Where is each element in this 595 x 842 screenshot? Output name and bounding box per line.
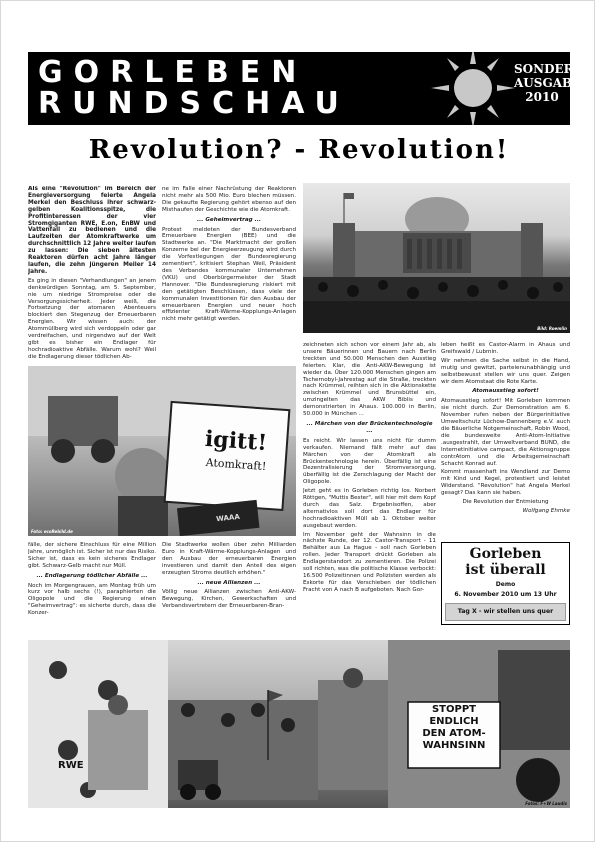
article-column-3 xyxy=(303,342,436,638)
article-paragraph: Noch im Morgengrauen, am Montag früh um kurz vor halb sechs (!), paraphierten die Oligopole und die Regierung einen "Geheimvertrag": es sicherte durch, dass die Konzer- xyxy=(28,582,156,617)
demo-announcement-box xyxy=(441,542,570,625)
article-paragraph: leben heißt es Castor-Alarm in Ahaus und Greifswald / Lubmin. xyxy=(441,342,570,355)
article-paragraph: Die Stadtwerke wollen über zehn Milliarden Euro in Kraft-Wärme-Kopplungs-Anlagen und den Ausbau der erneuerbaren Energien investieren und damit den Anteil des eigen erzeugten Stroms deutlich erhöhen." xyxy=(162,542,296,576)
main-headline: Revolution? - Revolution! xyxy=(88,135,510,165)
article-subheading: Atomausstieg sofort! xyxy=(472,388,539,395)
article-column-4 xyxy=(441,342,570,538)
sign-text-igitt: igitt! xyxy=(204,425,268,457)
article-paragraph: Es ging in diesen "Verhandlungen" an jenem denkwürdigen Sonntag, am 5. September, nie um niedrige Strompreise oder die Versorgungssicherheit. Jeder weiß, die Fortsetzung der atomaren Abenteuers blockiert den Stegenzug der Erneuerbaren Energien. Wir wissen auch: der Atommüllberg wird sich verdoppeln oder gar verdreifachen, und nirgendwo auf der Welt gibt es bisher ein Endlager für hochradioaktive Abfälle. Warum wohl? Weil die Endlagerung dieser tödlichen Ab- xyxy=(28,277,156,360)
protest-banner xyxy=(408,704,500,752)
article-paragraph: Kommt massenhaft ins Wendland zur Demo mit Kind und Kegel, protestiert und leistet Widerstand. "Revolution" hat Angela Merkel gesagt? Das kann sie haben. xyxy=(441,469,570,497)
protest-sign-photo xyxy=(28,366,296,536)
banner-line2: ENDLICH xyxy=(429,716,479,727)
article-subheading: ... Geheimvertrag ... xyxy=(197,216,261,223)
article-paragraph: Es reicht. Wir lassen uns nicht für dumm verkaufen. Niemand fällt mehr auf das Märchen von der Atomkraft als Brückentechnologie herein. Überfällig ist eine Dezentralisierung der Stromversorgung, überfällig ist die Zerschlagung der Macht der Oligopole. xyxy=(303,437,436,486)
article-subheading: ... Märchen von der Brückentechnologie ... xyxy=(306,420,433,434)
article-column-1 xyxy=(28,186,156,362)
article-paragraph: fälle, der sichere Einschluss für eine Million Jahre, unmöglich ist. Sicher ist nur das Risiko. Sicher ist, dass es kein sicheres Endlager gibt. Schwarz-Gelb macht nur Müll. xyxy=(28,542,156,569)
article-column-6 xyxy=(162,542,296,638)
banner-line3: DEN ATOM- xyxy=(422,728,486,739)
masthead-title-line2: RUNDSCHAU xyxy=(38,86,350,121)
photo-credit: Foto: ecoRebild.de xyxy=(31,529,73,534)
sun-icon xyxy=(423,52,523,125)
photo-credit: Fotos: F+W Laudis xyxy=(525,801,567,806)
article-paragraph: Im November geht der Wahnsinn in die nächste Runde, der 12. Castor-Transport - 11 Behälter aus La Hague - soll nach Gorleben rollen. Jeder Transport drückt Gorleben als Endlagerstandort zu zementieren. Die Polizei soll richten, was die politische Klasse verbockt: 16.500 Polizeitinnen und Polizisten werden als Eskorte für das Verschieben der tödlichen Fracht von A nach B aufgeboten. Nach Gor- xyxy=(303,531,436,593)
article-paragraph: Völlig neue Allianzen zwischen Anti-AKW-Bewegung, Kirchen, Gewerkschaften und Verbandsvertretern der Erneuerbaren-Bran- xyxy=(162,589,296,610)
reichstag-photo xyxy=(303,183,570,333)
reichstag-illustration xyxy=(303,183,570,333)
article-paragraph: Atomausstieg sofort! Mit Gorleben kommen sie nicht durch. Zur Demonstration am 6. November rufen neben der Bürgerinitiative Umweltschutz Lüchow-Dannenberg e.V. auch die Bäuerliche Notgemeinschaft, Robin Wood, die bundesweite Anti-Atom-Initiative .ausgestrahlt, der Umweltverband BUND, die Internetinitiative campact, die Aktionsgruppe contrAtom und die Arbeitsgemeinschaft Schacht Konrad auf. xyxy=(441,398,570,467)
badge-line2: AUSGABE xyxy=(514,76,582,90)
photo-credit: Bild: Roemlin xyxy=(537,326,567,331)
banner-line4: WAHNSINN xyxy=(422,740,486,751)
article-subheading: ... Endlagerung tödlicher Abfälle ... xyxy=(36,572,148,579)
masthead-title-line1: GORLEBEN xyxy=(38,55,308,90)
demo-date: 6. November 2010 um 13 Uhr xyxy=(454,591,557,598)
masthead-title xyxy=(38,57,368,119)
article-paragraph: Jetzt geht es in Gorleben richtig los. Norbert Röttgen, "Muttis Bester", will hier mit dem Kopf durch das Salz. Ergebnisoffen, aber alternativlos soll dort das Endlager für hochradioaktiven Müll ab 1. Oktober weiter ausgebaut werden. xyxy=(303,488,436,529)
masthead xyxy=(28,52,582,125)
article-column-2 xyxy=(162,186,296,362)
article-paragraph: Protest meldeten der Bundesverband Erneuerbare Energien (BEE) und die Stadtwerke an. "Die Marktmacht der großen Konzerne bei der Energieerzeugung wird durch die Vorfestlegungen der Bundesregierung zementiert", kritisiert Stephan Weil, Präsident des Verbandes kommunaler Unternehmen (VKU) und Oberbürgermeister der Stadt Hannover. "Die Bundesregierung riskiert mit den getätigten Beschlüssen, dass viele der kommunalen Investitionen für den Ausbau der erneuerbaren Energien und neuer hoch effizienter Kraft-Wärme-Kopplungs-Anlagen nicht mehr getätigt werden. xyxy=(162,226,296,323)
article-paragraph: ne im Falle einer Nachrüstung der Reaktoren nicht mehr als 500 Mio. Euro blechen müssen. Die gekaufte Regierung gehört ebenso auf den Misthaufen der Geschichte wie die Atomkraft. xyxy=(162,186,296,213)
article-author: Wolfgang Ehmke xyxy=(522,507,570,514)
article-paragraph: Wir nehmen die Sache selbst in die Hand, mutig und gewitzt, parteienunabhängig und selbstbewusst stellen wir uns quer. Zeigen wir dem Atomstaat die Rote Karte. xyxy=(441,357,570,385)
special-edition-badge xyxy=(514,62,582,104)
article-closing: Die Revolution der Entmietung xyxy=(462,499,549,506)
demo-slogan-bar: Tag X - wir stellen uns quer xyxy=(445,603,566,621)
article-subheading: ... neue Allianzen ... xyxy=(197,579,261,586)
flag-text: WAAA xyxy=(215,512,241,524)
article-paragraph: zeichneten sich schon vor einem Jahr ab, als unsere Bäuerinnen und Bauern nach Berlin treckten und 50.000 Menschen den Ausstieg feierten. Klar, die Anti-AKW-Bewegung ist wieder da. Über 120.000 Menschen gingen am Tschernobyl-Jahrestag auf die Straße, treckten nach Krümmel, reihten sich in die Aktionskette zwischen Krümmel und Brunsbüttel ein, umzingelten das AKW Biblis und demonstrierten in Ahaus. 100.000 in Berlin, 50.000 in München ... xyxy=(303,342,436,418)
badge-line3: 2010 xyxy=(525,90,559,104)
demo-title xyxy=(442,546,569,578)
badge-line1: SONDER xyxy=(514,62,574,76)
sign-text-atomkraft: Atomkraft! xyxy=(205,455,267,474)
demo-title-line2: ist überall xyxy=(465,562,546,578)
demonstration-photo xyxy=(28,640,570,808)
rwe-logo-text: RWE xyxy=(58,760,84,771)
demo-label: Demo xyxy=(495,581,516,588)
article-intro: Als eine "Revolution" im Bereich der Energieversorgung feierte Angela Merkel den Beschluss ihrer schwarz-gelben Koalitionsspitze, die Profitinteressen der vier Stromgiganten RWE, E.on, EnBW und Vattenfall zu bedienen und die Laufzeiten der Atomkraftwerke um durchschnittlich 12 Jahre weiter laufen zu lassen: Die sieben ältesten Reaktoren dürfen acht Jahre länger laufen, die zehn jüngeren Meiler 14 Jahre. xyxy=(28,186,156,275)
article-column-5 xyxy=(28,542,156,638)
demo-title-line1: Gorleben xyxy=(469,546,542,562)
banner-line1: STOPPT xyxy=(431,704,476,715)
